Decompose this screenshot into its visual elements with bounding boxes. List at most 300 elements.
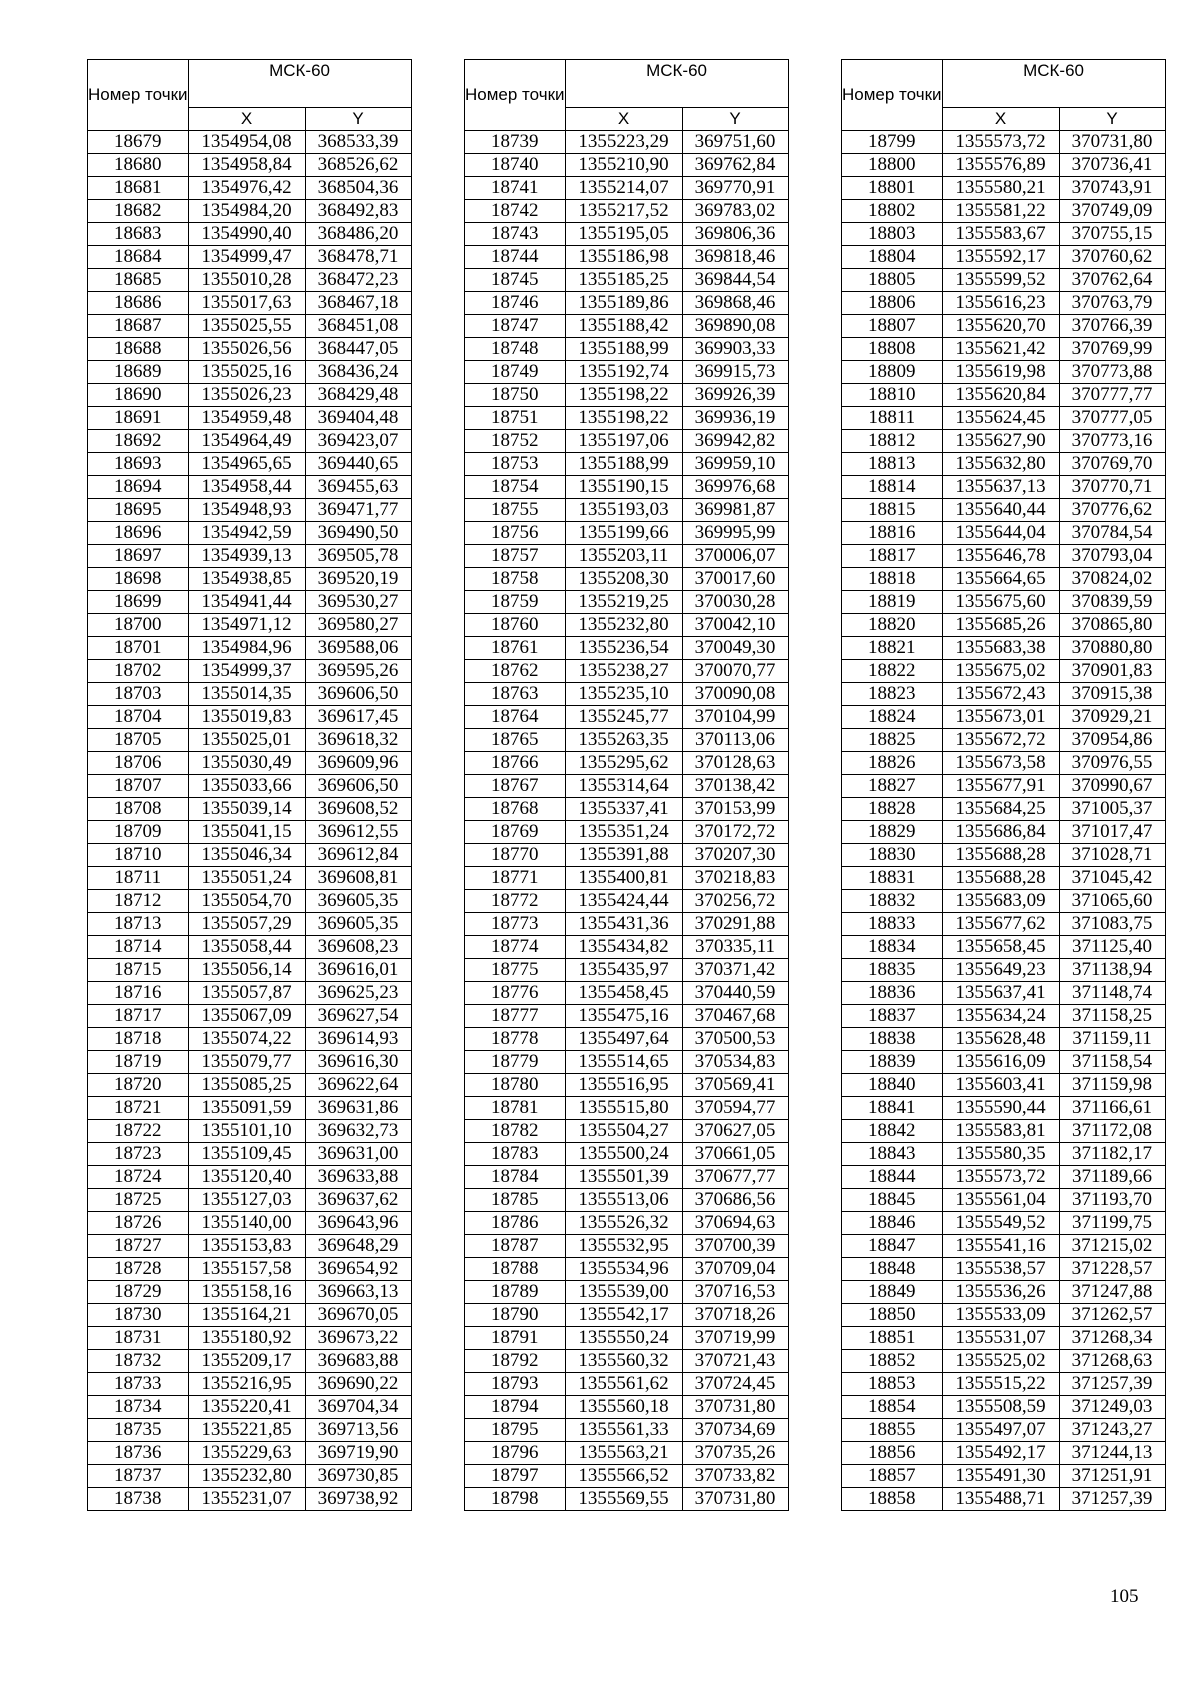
y-coordinate-cell: 369942,82	[682, 430, 788, 453]
table-row	[88, 867, 412, 890]
x-coordinate-cell: 1354941,44	[188, 591, 305, 614]
table-row	[88, 706, 412, 729]
y-coordinate-cell: 370207,30	[682, 844, 788, 867]
y-coordinate-cell: 369612,55	[305, 821, 411, 844]
x-coordinate-cell: 1354971,12	[188, 614, 305, 637]
table-row	[842, 1051, 1166, 1074]
table-row	[842, 1442, 1166, 1465]
point-number-cell: 18682	[88, 200, 189, 223]
table-row	[842, 982, 1166, 1005]
table-row	[465, 890, 789, 913]
y-coordinate-cell: 370335,11	[682, 936, 788, 959]
table-row	[842, 1097, 1166, 1120]
point-number-cell: 18764	[465, 706, 566, 729]
x-coordinate-cell: 1355391,88	[565, 844, 682, 867]
table-row	[465, 1097, 789, 1120]
table-row	[465, 683, 789, 706]
y-coordinate-cell: 369606,50	[305, 683, 411, 706]
y-coordinate-cell: 370773,88	[1059, 361, 1165, 384]
point-number-cell: 18686	[88, 292, 189, 315]
table-row	[842, 1419, 1166, 1442]
table-row	[465, 1442, 789, 1465]
table-row	[465, 177, 789, 200]
y-coordinate-cell: 371005,37	[1059, 798, 1165, 821]
x-coordinate-cell: 1355185,25	[565, 269, 682, 292]
table-row	[842, 200, 1166, 223]
table-row	[842, 706, 1166, 729]
table-row	[465, 499, 789, 522]
point-number-cell: 18821	[842, 637, 943, 660]
table-row	[88, 1166, 412, 1189]
point-number-cell: 18770	[465, 844, 566, 867]
x-coordinate-cell: 1355513,06	[565, 1189, 682, 1212]
point-number-cell: 18735	[88, 1419, 189, 1442]
table-row	[88, 499, 412, 522]
x-coordinate-cell: 1355658,45	[942, 936, 1059, 959]
point-number-cell: 18856	[842, 1442, 943, 1465]
point-number-cell: 18785	[465, 1189, 566, 1212]
y-coordinate-cell: 369751,60	[682, 131, 788, 154]
point-number-cell: 18783	[465, 1143, 566, 1166]
point-number-cell: 18844	[842, 1166, 943, 1189]
point-number-cell: 18741	[465, 177, 566, 200]
table-row	[465, 1005, 789, 1028]
table-row	[88, 476, 412, 499]
y-coordinate-cell: 370763,79	[1059, 292, 1165, 315]
point-number-cell: 18826	[842, 752, 943, 775]
point-number-cell: 18780	[465, 1074, 566, 1097]
table-row	[465, 982, 789, 1005]
table-row	[88, 246, 412, 269]
table-row	[465, 338, 789, 361]
point-number-cell: 18731	[88, 1327, 189, 1350]
y-coordinate-cell: 368451,08	[305, 315, 411, 338]
x-coordinate-cell: 1354999,37	[188, 660, 305, 683]
y-coordinate-cell: 369595,26	[305, 660, 411, 683]
table-row	[465, 706, 789, 729]
point-number-cell: 18734	[88, 1396, 189, 1419]
point-number-cell: 18823	[842, 683, 943, 706]
table-row	[88, 614, 412, 637]
table-row	[88, 568, 412, 591]
x-coordinate-cell: 1355560,18	[565, 1396, 682, 1419]
x-coordinate-cell: 1355599,52	[942, 269, 1059, 292]
x-column-header: X	[565, 108, 682, 131]
y-coordinate-cell: 370880,80	[1059, 637, 1165, 660]
x-coordinate-cell: 1355019,83	[188, 706, 305, 729]
y-coordinate-cell: 371262,57	[1059, 1304, 1165, 1327]
y-coordinate-cell: 370777,77	[1059, 384, 1165, 407]
point-number-cell: 18833	[842, 913, 943, 936]
table-row	[88, 959, 412, 982]
point-number-cell: 18849	[842, 1281, 943, 1304]
y-coordinate-cell: 369605,35	[305, 913, 411, 936]
point-number-cell: 18828	[842, 798, 943, 821]
point-number-cell: 18845	[842, 1189, 943, 1212]
x-coordinate-cell: 1354954,08	[188, 131, 305, 154]
point-number-cell: 18816	[842, 522, 943, 545]
x-coordinate-cell: 1355628,48	[942, 1028, 1059, 1051]
table-row	[842, 1396, 1166, 1419]
table-row	[88, 1327, 412, 1350]
point-number-cell: 18712	[88, 890, 189, 913]
x-column-header: X	[188, 108, 305, 131]
point-number-cell: 18705	[88, 729, 189, 752]
table-row	[465, 292, 789, 315]
table-row	[465, 154, 789, 177]
table-row	[842, 453, 1166, 476]
table-row	[465, 1028, 789, 1051]
x-coordinate-cell: 1355491,30	[942, 1465, 1059, 1488]
point-number-cell: 18736	[88, 1442, 189, 1465]
y-coordinate-cell: 369617,45	[305, 706, 411, 729]
x-coordinate-cell: 1355497,64	[565, 1028, 682, 1051]
table-row	[465, 430, 789, 453]
table-row	[88, 1258, 412, 1281]
x-coordinate-cell: 1355561,33	[565, 1419, 682, 1442]
table-row	[465, 844, 789, 867]
x-column-header: X	[942, 108, 1059, 131]
table-row	[88, 315, 412, 338]
table-row	[842, 568, 1166, 591]
table-row	[88, 1005, 412, 1028]
y-coordinate-cell: 369505,78	[305, 545, 411, 568]
y-coordinate-cell: 370113,06	[682, 729, 788, 752]
point-number-cell: 18679	[88, 131, 189, 154]
x-coordinate-cell: 1355197,06	[565, 430, 682, 453]
x-coordinate-cell: 1355058,44	[188, 936, 305, 959]
x-coordinate-cell: 1355057,87	[188, 982, 305, 1005]
table-row	[842, 1166, 1166, 1189]
point-number-cell: 18827	[842, 775, 943, 798]
point-number-cell: 18692	[88, 430, 189, 453]
point-number-cell: 18723	[88, 1143, 189, 1166]
y-coordinate-cell: 369612,84	[305, 844, 411, 867]
y-coordinate-cell: 369440,65	[305, 453, 411, 476]
point-number-cell: 18839	[842, 1051, 943, 1074]
x-coordinate-cell: 1355683,09	[942, 890, 1059, 913]
x-coordinate-cell: 1355672,43	[942, 683, 1059, 706]
table-row	[465, 1465, 789, 1488]
point-number-cell: 18819	[842, 591, 943, 614]
y-coordinate-cell: 369762,84	[682, 154, 788, 177]
point-number-cell: 18755	[465, 499, 566, 522]
x-coordinate-cell: 1355157,58	[188, 1258, 305, 1281]
x-coordinate-cell: 1355051,24	[188, 867, 305, 890]
point-number-cell: 18756	[465, 522, 566, 545]
y-coordinate-cell: 370777,05	[1059, 407, 1165, 430]
point-number-cell: 18695	[88, 499, 189, 522]
y-column-header: Y	[305, 108, 411, 131]
table-row	[465, 660, 789, 683]
y-coordinate-cell: 369622,64	[305, 1074, 411, 1097]
table-row	[842, 315, 1166, 338]
point-number-cell: 18769	[465, 821, 566, 844]
table-row	[842, 913, 1166, 936]
table-row	[88, 821, 412, 844]
point-number-cell: 18791	[465, 1327, 566, 1350]
point-number-cell: 18742	[465, 200, 566, 223]
table-row	[842, 683, 1166, 706]
table-row	[88, 1419, 412, 1442]
y-coordinate-cell: 370735,26	[682, 1442, 788, 1465]
x-coordinate-cell: 1355057,29	[188, 913, 305, 936]
table-row	[465, 752, 789, 775]
x-coordinate-cell: 1355561,04	[942, 1189, 1059, 1212]
y-coordinate-cell: 371065,60	[1059, 890, 1165, 913]
point-number-cell: 18710	[88, 844, 189, 867]
y-coordinate-cell: 369625,23	[305, 982, 411, 1005]
x-coordinate-cell: 1355025,01	[188, 729, 305, 752]
y-coordinate-cell: 370770,71	[1059, 476, 1165, 499]
x-coordinate-cell: 1355675,60	[942, 591, 1059, 614]
point-number-cell: 18711	[88, 867, 189, 890]
y-coordinate-cell: 371148,74	[1059, 982, 1165, 1005]
table-row	[88, 1442, 412, 1465]
point-number-cell: 18797	[465, 1465, 566, 1488]
table-row	[88, 936, 412, 959]
point-number-cell: 18787	[465, 1235, 566, 1258]
table-row	[88, 1350, 412, 1373]
y-coordinate-cell: 369683,88	[305, 1350, 411, 1373]
table-row	[842, 1281, 1166, 1304]
y-coordinate-cell: 369580,27	[305, 614, 411, 637]
point-number-cell: 18720	[88, 1074, 189, 1097]
table-row	[88, 729, 412, 752]
x-coordinate-cell: 1355193,03	[565, 499, 682, 522]
point-number-cell: 18701	[88, 637, 189, 660]
x-coordinate-cell: 1355566,52	[565, 1465, 682, 1488]
y-coordinate-cell: 371017,47	[1059, 821, 1165, 844]
y-coordinate-cell: 370218,83	[682, 867, 788, 890]
y-coordinate-cell: 369633,88	[305, 1166, 411, 1189]
table-row	[842, 614, 1166, 637]
x-coordinate-cell: 1354942,59	[188, 522, 305, 545]
point-number-cell: 18831	[842, 867, 943, 890]
point-number-cell: 18750	[465, 384, 566, 407]
point-number-cell: 18789	[465, 1281, 566, 1304]
y-coordinate-cell: 371158,54	[1059, 1051, 1165, 1074]
point-number-cell: 18715	[88, 959, 189, 982]
table-row	[842, 1488, 1166, 1511]
y-coordinate-cell: 370049,30	[682, 637, 788, 660]
table-row	[88, 453, 412, 476]
x-coordinate-cell: 1355198,22	[565, 407, 682, 430]
y-coordinate-cell: 370627,05	[682, 1120, 788, 1143]
y-coordinate-cell: 369616,30	[305, 1051, 411, 1074]
x-coordinate-cell: 1355590,44	[942, 1097, 1059, 1120]
table-row	[465, 568, 789, 591]
table-row	[465, 1166, 789, 1189]
x-coordinate-cell: 1355525,02	[942, 1350, 1059, 1373]
point-number-cell: 18805	[842, 269, 943, 292]
x-coordinate-cell: 1355046,34	[188, 844, 305, 867]
y-column-header: Y	[682, 108, 788, 131]
point-number-cell: 18796	[465, 1442, 566, 1465]
y-coordinate-cell: 370534,83	[682, 1051, 788, 1074]
y-coordinate-cell: 370724,45	[682, 1373, 788, 1396]
page-number: 105	[1110, 1586, 1139, 1607]
y-coordinate-cell: 369618,32	[305, 729, 411, 752]
x-coordinate-cell: 1355538,57	[942, 1258, 1059, 1281]
x-coordinate-cell: 1355026,23	[188, 384, 305, 407]
y-coordinate-cell: 370719,99	[682, 1327, 788, 1350]
y-column-header: Y	[1059, 108, 1165, 131]
point-number-cell: 18726	[88, 1212, 189, 1235]
y-coordinate-cell: 369490,50	[305, 522, 411, 545]
point-number-cell: 18703	[88, 683, 189, 706]
table-row	[88, 1189, 412, 1212]
x-coordinate-cell: 1355583,67	[942, 223, 1059, 246]
y-coordinate-cell: 370594,77	[682, 1097, 788, 1120]
table-row	[842, 361, 1166, 384]
y-coordinate-cell: 370500,53	[682, 1028, 788, 1051]
point-number-cell: 18772	[465, 890, 566, 913]
point-number-cell: 18830	[842, 844, 943, 867]
y-coordinate-cell: 370736,41	[1059, 154, 1165, 177]
table-row	[88, 361, 412, 384]
x-coordinate-cell: 1355644,04	[942, 522, 1059, 545]
table-row	[842, 821, 1166, 844]
point-number-cell: 18811	[842, 407, 943, 430]
y-coordinate-cell: 370138,42	[682, 775, 788, 798]
point-number-cell: 18732	[88, 1350, 189, 1373]
x-coordinate-cell: 1354984,96	[188, 637, 305, 660]
y-coordinate-cell: 369663,13	[305, 1281, 411, 1304]
x-coordinate-cell: 1354948,93	[188, 499, 305, 522]
table-row	[88, 1143, 412, 1166]
y-coordinate-cell: 371215,02	[1059, 1235, 1165, 1258]
x-coordinate-cell: 1355214,07	[565, 177, 682, 200]
x-coordinate-cell: 1355533,09	[942, 1304, 1059, 1327]
y-coordinate-cell: 369606,50	[305, 775, 411, 798]
x-coordinate-cell: 1355683,38	[942, 637, 1059, 660]
y-coordinate-cell: 369704,34	[305, 1396, 411, 1419]
y-coordinate-cell: 371251,91	[1059, 1465, 1165, 1488]
x-coordinate-cell: 1355686,84	[942, 821, 1059, 844]
x-coordinate-cell: 1355684,25	[942, 798, 1059, 821]
y-coordinate-cell: 369738,92	[305, 1488, 411, 1511]
point-number-cell: 18749	[465, 361, 566, 384]
point-number-cell: 18729	[88, 1281, 189, 1304]
point-number-header: Номер точки	[842, 60, 943, 131]
point-number-cell: 18739	[465, 131, 566, 154]
x-coordinate-cell: 1355580,35	[942, 1143, 1059, 1166]
x-coordinate-cell: 1355532,95	[565, 1235, 682, 1258]
point-number-cell: 18702	[88, 660, 189, 683]
y-coordinate-cell: 370762,64	[1059, 269, 1165, 292]
y-coordinate-cell: 371193,70	[1059, 1189, 1165, 1212]
y-coordinate-cell: 370769,99	[1059, 338, 1165, 361]
x-coordinate-cell: 1355424,44	[565, 890, 682, 913]
table-row	[465, 913, 789, 936]
table-row	[88, 1281, 412, 1304]
y-coordinate-cell: 370467,68	[682, 1005, 788, 1028]
point-number-cell: 18717	[88, 1005, 189, 1028]
y-coordinate-cell: 371249,03	[1059, 1396, 1165, 1419]
point-number-cell: 18681	[88, 177, 189, 200]
x-coordinate-cell: 1355219,25	[565, 591, 682, 614]
table-row	[842, 154, 1166, 177]
point-number-cell: 18714	[88, 936, 189, 959]
point-number-cell: 18792	[465, 1350, 566, 1373]
x-coordinate-cell: 1355091,59	[188, 1097, 305, 1120]
y-coordinate-cell: 371244,13	[1059, 1442, 1165, 1465]
y-coordinate-cell: 370793,04	[1059, 545, 1165, 568]
x-coordinate-cell: 1355192,74	[565, 361, 682, 384]
table-row	[842, 269, 1166, 292]
point-number-header: Номер точки	[88, 60, 189, 131]
x-coordinate-cell: 1355640,44	[942, 499, 1059, 522]
point-number-cell: 18804	[842, 246, 943, 269]
table-row	[88, 1120, 412, 1143]
point-number-cell: 18837	[842, 1005, 943, 1028]
point-number-cell: 18760	[465, 614, 566, 637]
y-coordinate-cell: 370677,77	[682, 1166, 788, 1189]
table-row	[842, 292, 1166, 315]
x-coordinate-cell: 1354939,13	[188, 545, 305, 568]
table-row	[465, 936, 789, 959]
x-coordinate-cell: 1355017,63	[188, 292, 305, 315]
y-coordinate-cell: 370006,07	[682, 545, 788, 568]
point-number-cell: 18817	[842, 545, 943, 568]
x-coordinate-cell: 1355127,03	[188, 1189, 305, 1212]
y-coordinate-cell: 369614,93	[305, 1028, 411, 1051]
y-coordinate-cell: 370017,60	[682, 568, 788, 591]
y-coordinate-cell: 370709,04	[682, 1258, 788, 1281]
x-coordinate-cell: 1355616,09	[942, 1051, 1059, 1074]
x-coordinate-cell: 1355033,66	[188, 775, 305, 798]
table-row	[842, 1005, 1166, 1028]
y-coordinate-cell: 368467,18	[305, 292, 411, 315]
point-number-cell: 18689	[88, 361, 189, 384]
point-number-cell: 18775	[465, 959, 566, 982]
point-number-cell: 18757	[465, 545, 566, 568]
table-row	[842, 499, 1166, 522]
table-row	[465, 131, 789, 154]
y-coordinate-cell: 370030,28	[682, 591, 788, 614]
x-coordinate-cell: 1355085,25	[188, 1074, 305, 1097]
y-coordinate-cell: 370153,99	[682, 798, 788, 821]
y-coordinate-cell: 368492,83	[305, 200, 411, 223]
x-coordinate-cell: 1355508,59	[942, 1396, 1059, 1419]
table-row	[88, 1304, 412, 1327]
table-row	[842, 223, 1166, 246]
point-number-cell: 18784	[465, 1166, 566, 1189]
x-coordinate-cell: 1354984,20	[188, 200, 305, 223]
x-coordinate-cell: 1355488,71	[942, 1488, 1059, 1511]
table-row	[88, 660, 412, 683]
x-coordinate-cell: 1355014,35	[188, 683, 305, 706]
y-coordinate-cell: 368478,71	[305, 246, 411, 269]
y-coordinate-cell: 369981,87	[682, 499, 788, 522]
y-coordinate-cell: 370901,83	[1059, 660, 1165, 683]
y-coordinate-cell: 369770,91	[682, 177, 788, 200]
x-coordinate-cell: 1355677,62	[942, 913, 1059, 936]
x-coordinate-cell: 1355025,55	[188, 315, 305, 338]
point-number-cell: 18727	[88, 1235, 189, 1258]
x-coordinate-cell: 1355067,09	[188, 1005, 305, 1028]
table-row	[842, 729, 1166, 752]
point-number-cell: 18818	[842, 568, 943, 591]
x-coordinate-cell: 1355501,39	[565, 1166, 682, 1189]
x-coordinate-cell: 1354958,44	[188, 476, 305, 499]
point-number-cell: 18793	[465, 1373, 566, 1396]
x-coordinate-cell: 1355616,23	[942, 292, 1059, 315]
table-row	[842, 775, 1166, 798]
y-coordinate-cell: 370749,09	[1059, 200, 1165, 223]
point-number-cell: 18774	[465, 936, 566, 959]
